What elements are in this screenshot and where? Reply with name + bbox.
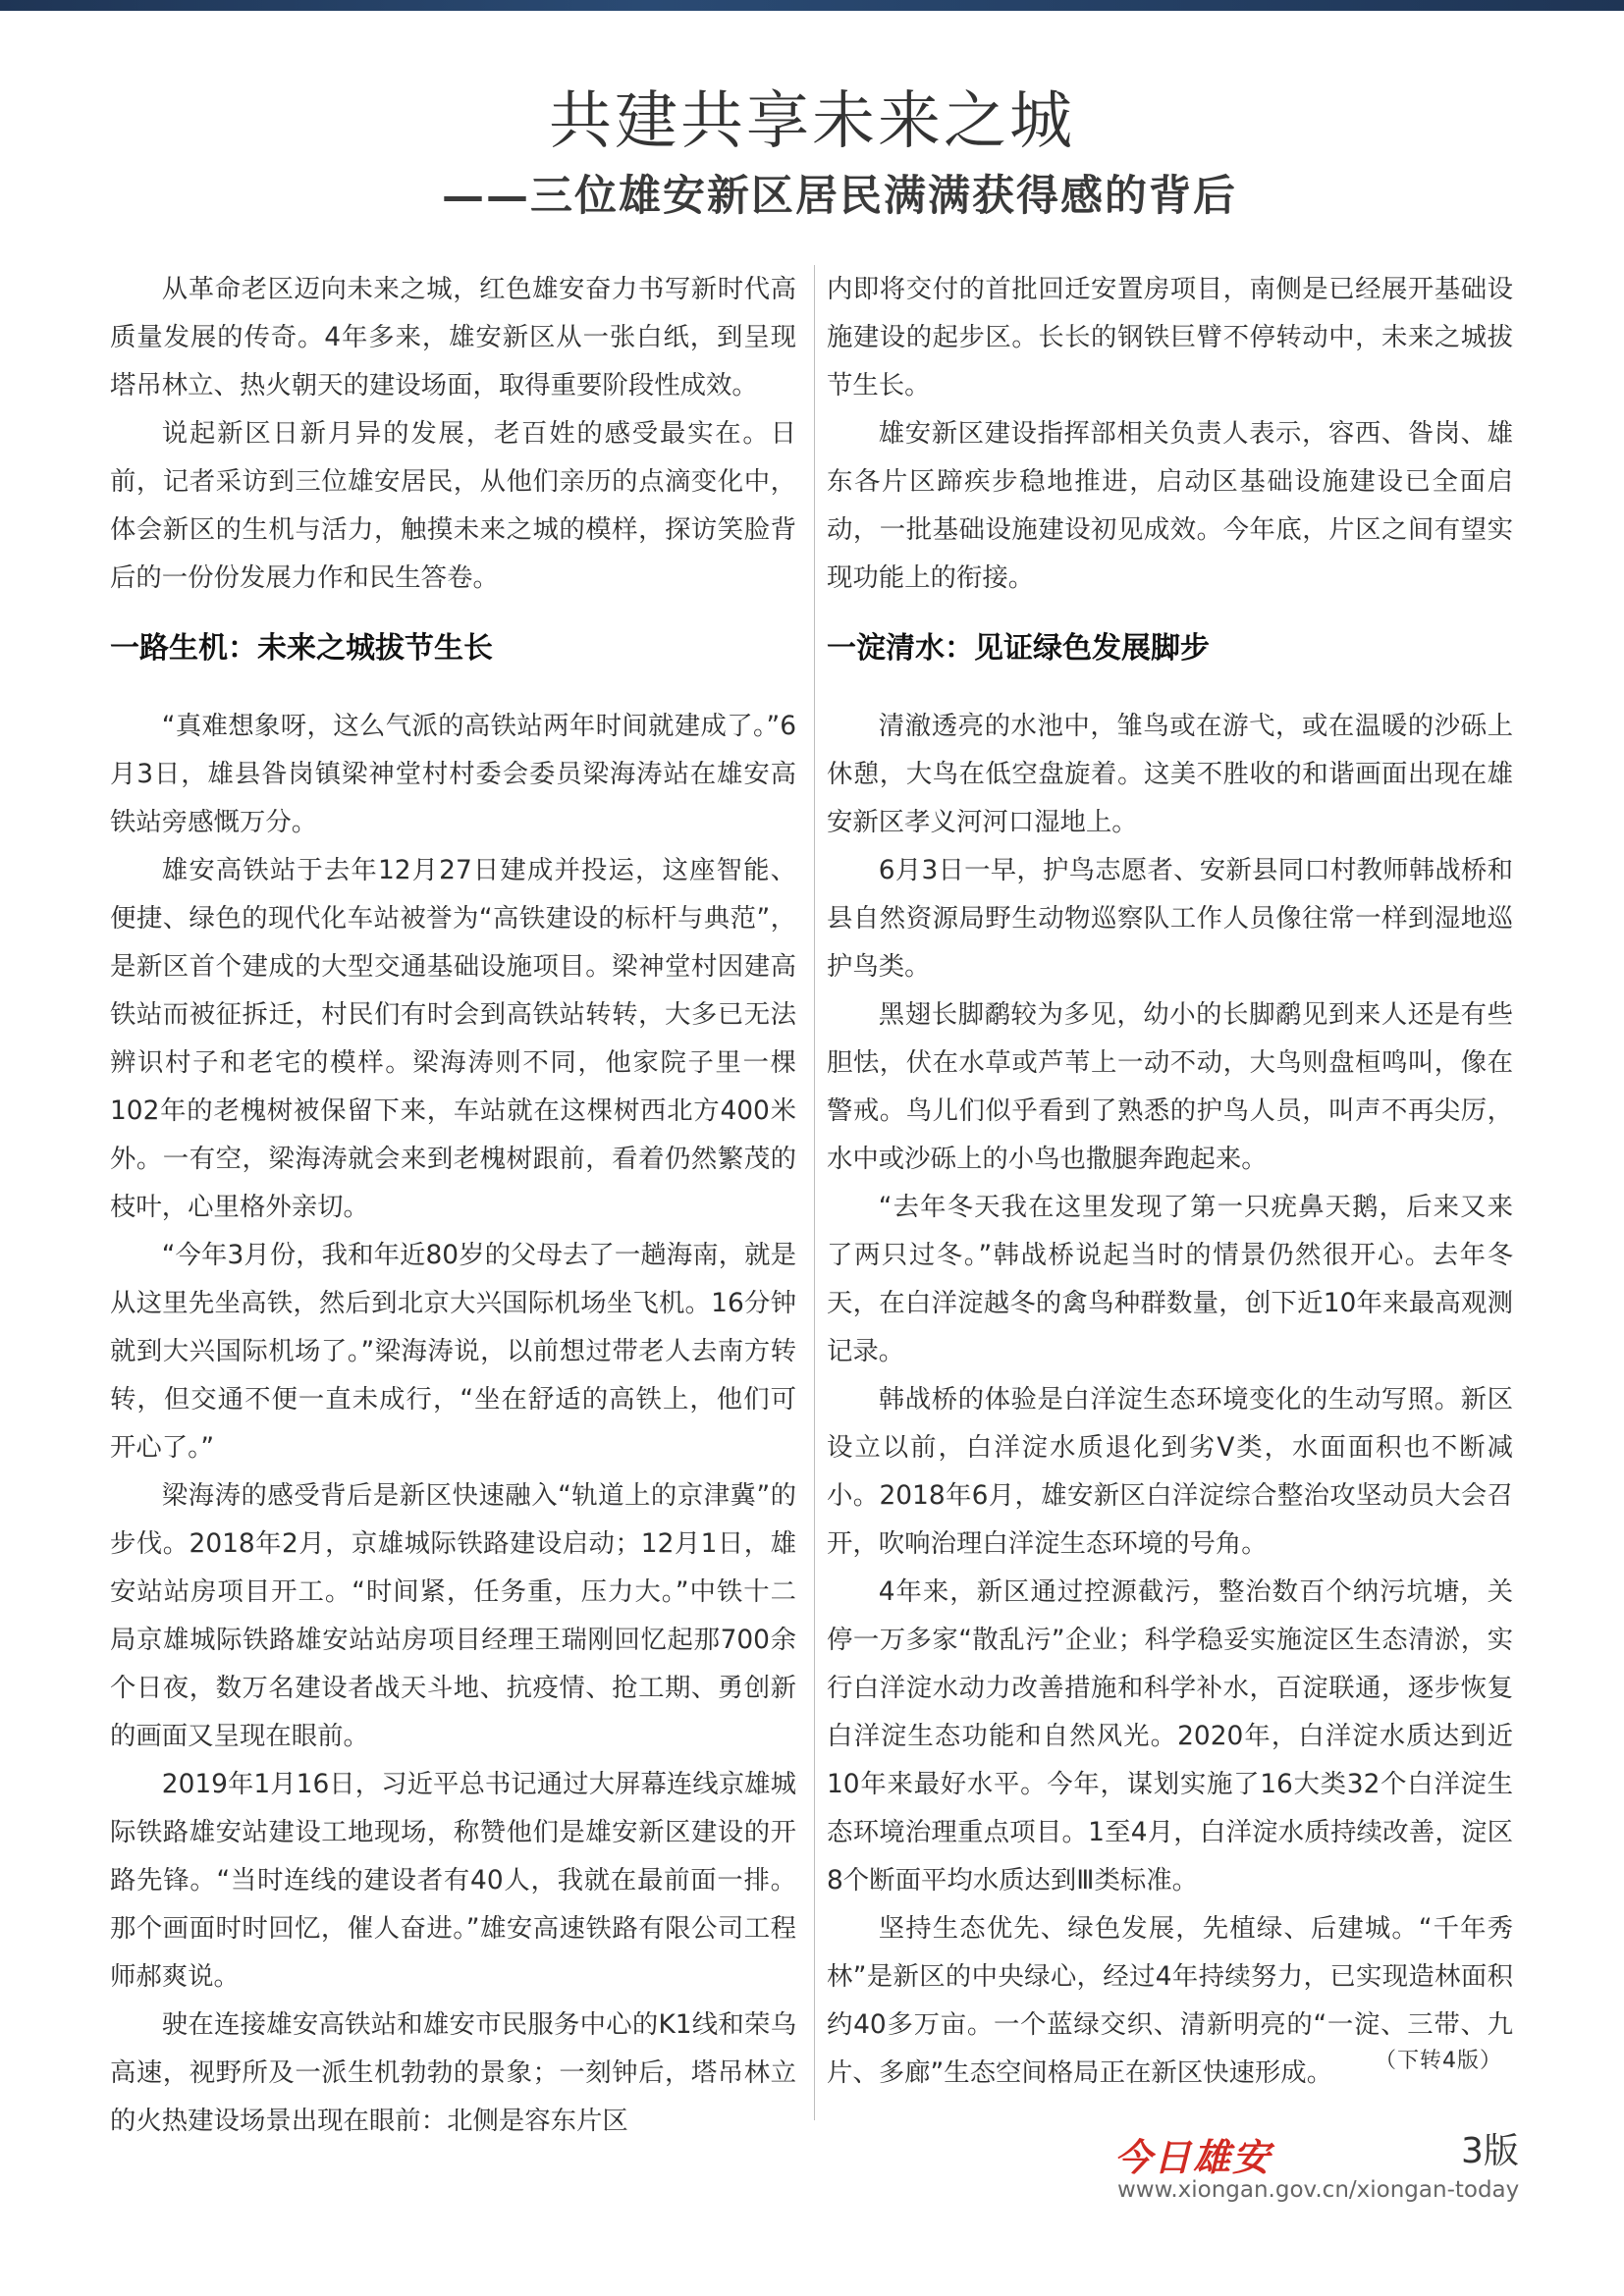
article-paragraph: 清澈透亮的水池中，雏鸟或在游弋，或在温暖的沙砾上休憩，大鸟在低空盘旋着。这美不胜收的和谐画面出现在雄安新区孝义河河口湿地上。 [827, 711, 1513, 837]
right-column [827, 265, 1513, 2097]
page-title: 共建共享未来之城 [549, 85, 1075, 158]
section-heading: 一路生机：未来之城拔节生长 [110, 631, 493, 666]
article-paragraph: 6月3日一早，护鸟志愿者、安新县同口村教师韩战桥和县自然资源局野生动物巡察队工作人员像往常一样到湿地巡护鸟类。 [827, 855, 1513, 982]
left-column [110, 265, 796, 2145]
brand-logo-text: 今日雄安 [1114, 2135, 1272, 2179]
article-paragraph: 4年来，新区通过控源截污，整治数百个纳污坑塘，关停一万多家“散乱污”企业；科学稳妥实施淀区生态清淤，实行白洋淀水动力改善措施和科学补水，百淀联通，逐步恢复白洋淀生态功能和自然风光。2020年，白洋淀水质达到近10年来最好水平。今年，谋划实施了16大类32个白洋淀生态环境治理重点项目。1至4月，白洋淀水质持续改善，淀区8个断面平均水质达到Ⅲ类标准。 [827, 1576, 1513, 1896]
article-paragraph: 黑翅长脚鹬较为多见，幼小的长脚鹬见到来人还是有些胆怯，伏在水草或芦苇上一动不动，大鸟则盘桓鸣叫，像在警戒。鸟儿们似乎看到了熟悉的护鸟人员，叫声不再尖厉，水中或沙砾上的小鸟也撒腿奔跑起来。 [827, 999, 1513, 1174]
article-paragraph: 雄安高铁站于去年12月27日建成并投运，这座智能、便捷、绿色的现代化车站被誉为“高铁建设的标杆与典范”，是新区首个建成的大型交通基础设施项目。梁神堂村因建高铁站而被征拆迁，村民们有时会到高铁站转转，大多已无法辨识村子和老宅的模样。梁海涛则不同，他家院子里一棵102年的老槐树被保留下来，车站就在这棵树西北方400米外。一有空，梁海涛就会来到老槐树跟前，看着仍然繁茂的枝叶，心里格外亲切。 [110, 855, 796, 1222]
article-paragraph: 坚持生态优先、绿色发展，先植绿、后建城。“千年秀林”是新区的中央绿心，经过4年持续努力，已实现造林面积约40多万亩。一个蓝绿交织、清新明亮的“一淀、三带、九片、多廊”生态空间格局正在新区快速形成。 [827, 1913, 1513, 2088]
article-paragraph: 雄安新区建设指挥部相关负责人表示，容西、昝岗、雄东各片区蹄疾步稳地推进，启动区基础设施建设已全面启动，一批基础设施建设初见成效。今年底，片区之间有望实现功能上的衔接。 [827, 418, 1513, 593]
article-paragraph: “去年冬天我在这里发现了第一只疣鼻天鹅，后来又来了两只过冬。”韩战桥说起当时的情景仍然很开心。去年冬天，在白洋淀越冬的禽鸟种群数量，创下近10年来最高观测记录。 [827, 1192, 1513, 1366]
article-paragraph: 梁海涛的感受背后是新区快速融入“轨道上的京津冀”的步伐。2018年2月，京雄城际铁路建设启动；12月1日，雄安站站房项目开工。“时间紧，任务重，压力大。”中铁十二局京雄城际铁路雄安站站房项目经理王瑞刚回忆起那700余个日夜，数万名建设者战天斗地、抗疫情、抢工期、勇创新的画面又呈现在眼前。 [110, 1480, 796, 1751]
article-paragraph: “真难想象呀，这么气派的高铁站两年时间就建成了。”6月3日，雄县昝岗镇梁神堂村村委会委员梁海涛站在雄安高铁站旁感慨万分。 [110, 711, 796, 837]
article-paragraph: 2019年1月16日，习近平总书记通过大屏幕连线京雄城际铁路雄安站建设工地现场，称赞他们是雄安新区建设的开路先锋。“当时连线的建设者有40人，我就在最前面一排。那个画面时时回忆，催人奋进。”雄安高速铁路有限公司工程师郝爽说。 [110, 1769, 796, 1992]
page-subtitle: ——三位雄安新区居民满满获得感的背后 [442, 172, 1237, 221]
intro-paragraph: 说起新区日新月异的发展，老百姓的感受最实在。日前，记者采访到三位雄安居民，从他们亲历的点滴变化中，体会新区的生机与活力，触摸未来之城的模样，探访笑脸背后的一份份发展力作和民生答卷。 [110, 418, 796, 593]
page-number: 3版 [1461, 2131, 1519, 2171]
article-paragraph: 驶在连接雄安高铁站和雄安市民服务中心的K1线和荣乌高速，视野所及一派生机勃勃的景象；一刻钟后，塔吊林立的火热建设场景出现在眼前：北侧是容东片区 [110, 2009, 796, 2136]
article-paragraph: “今年3月份，我和年近80岁的父母去了一趟海南，就是从这里先坐高铁，然后到北京大兴国际机场坐飞机。16分钟就到大兴国际机场了。”梁海涛说，以前想过带老人去南方转转，但交通不便一直未成行，“坐在舒适的高铁上，他们可开心了。” [110, 1240, 796, 1463]
continued-note: （下转4版） [1375, 2049, 1502, 2073]
website-url: www.xiongan.gov.cn/xiongan-today [1117, 2177, 1520, 2203]
article-paragraph: 内即将交付的首批回迁安置房项目，南侧是已经展开基础设施建设的起步区。长长的钢铁巨臂不停转动中，未来之城拔节生长。 [827, 274, 1513, 400]
column-divider [814, 265, 815, 2120]
intro-paragraph: 从革命老区迈向未来之城，红色雄安奋力书写新时代高质量发展的传奇。4年多来，雄安新区从一张白纸，到呈现塔吊林立、热火朝天的建设场面，取得重要阶段性成效。 [110, 274, 796, 400]
top-banner-bar [0, 0, 1624, 11]
section-heading: 一淀清水：见证绿色发展脚步 [827, 631, 1210, 666]
article-paragraph: 韩战桥的体验是白洋淀生态环境变化的生动写照。新区设立以前，白洋淀水质退化到劣Ⅴ类，水面面积也不断减小。2018年6月，雄安新区白洋淀综合整治攻坚动员大会召开，吹响治理白洋淀生态环境的号角。 [827, 1384, 1513, 1559]
